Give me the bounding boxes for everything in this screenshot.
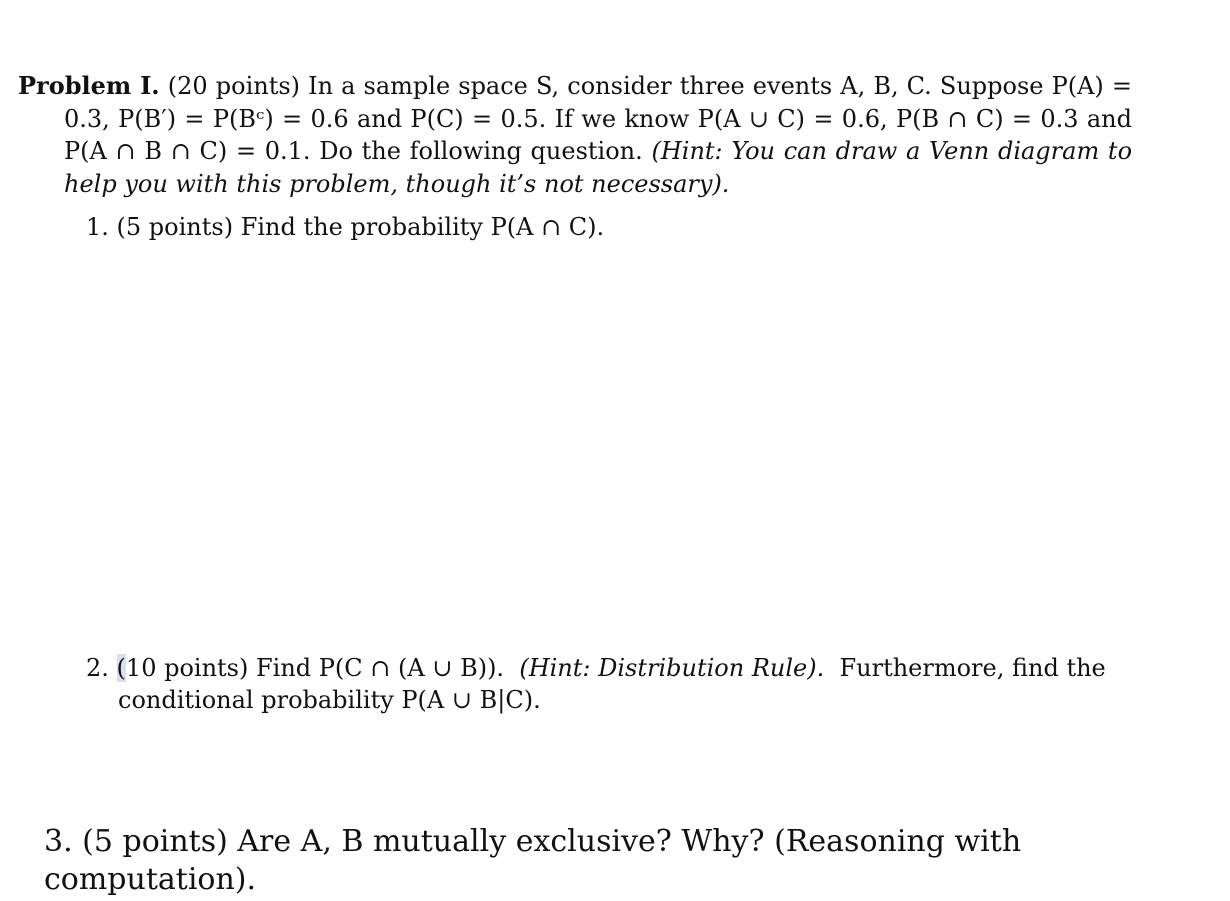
question-2-text: 10 points) Find P(C ∩ (A ∪ B)). <box>125 654 505 682</box>
question-3 <box>44 823 1230 899</box>
question-1-text: (5 points) Find the probability P(A ∩ C). <box>116 213 605 241</box>
question-2-number: 2. <box>86 654 109 682</box>
question-2-line-2: conditional probability P(A ∪ B|C). <box>118 686 541 714</box>
question-2-line-1 <box>86 652 1132 684</box>
question-1 <box>86 211 604 243</box>
question-1-number: 1. <box>86 213 109 241</box>
problem-title: Problem I. <box>18 71 160 100</box>
question-3-number: 3. <box>44 824 73 859</box>
problem-text: In a sample space S, consider three events A, B, C. Suppose P(A) = 0.3, P(B′) = P(Bᶜ) = 0.6 and P(C) = 0.5. If we know P(A ∪ C) = 0.6, P(B ∩ C) = 0.3 and P(A ∩ B ∩ C) = 0.1. Do the following question. <box>64 72 1132 165</box>
problem-hint: (Hint: You can draw a Venn diagram to help you with this problem, though it’s not necessary). <box>64 137 1133 198</box>
question-2-text-end: Furthermore, find the <box>839 654 1106 682</box>
problem-paragraph <box>18 70 1132 200</box>
text-cursor-highlight[interactable]: ( <box>116 654 126 682</box>
question-2-hint: (Hint: Distribution Rule). <box>519 654 825 682</box>
question-2 <box>86 652 1132 716</box>
problem-statement <box>18 70 1132 200</box>
question-3-text: (5 points) Are A, B mutually exclusive? Why? (Reasoning with computation). <box>44 824 1022 897</box>
problem-points: (20 points) <box>167 72 301 100</box>
